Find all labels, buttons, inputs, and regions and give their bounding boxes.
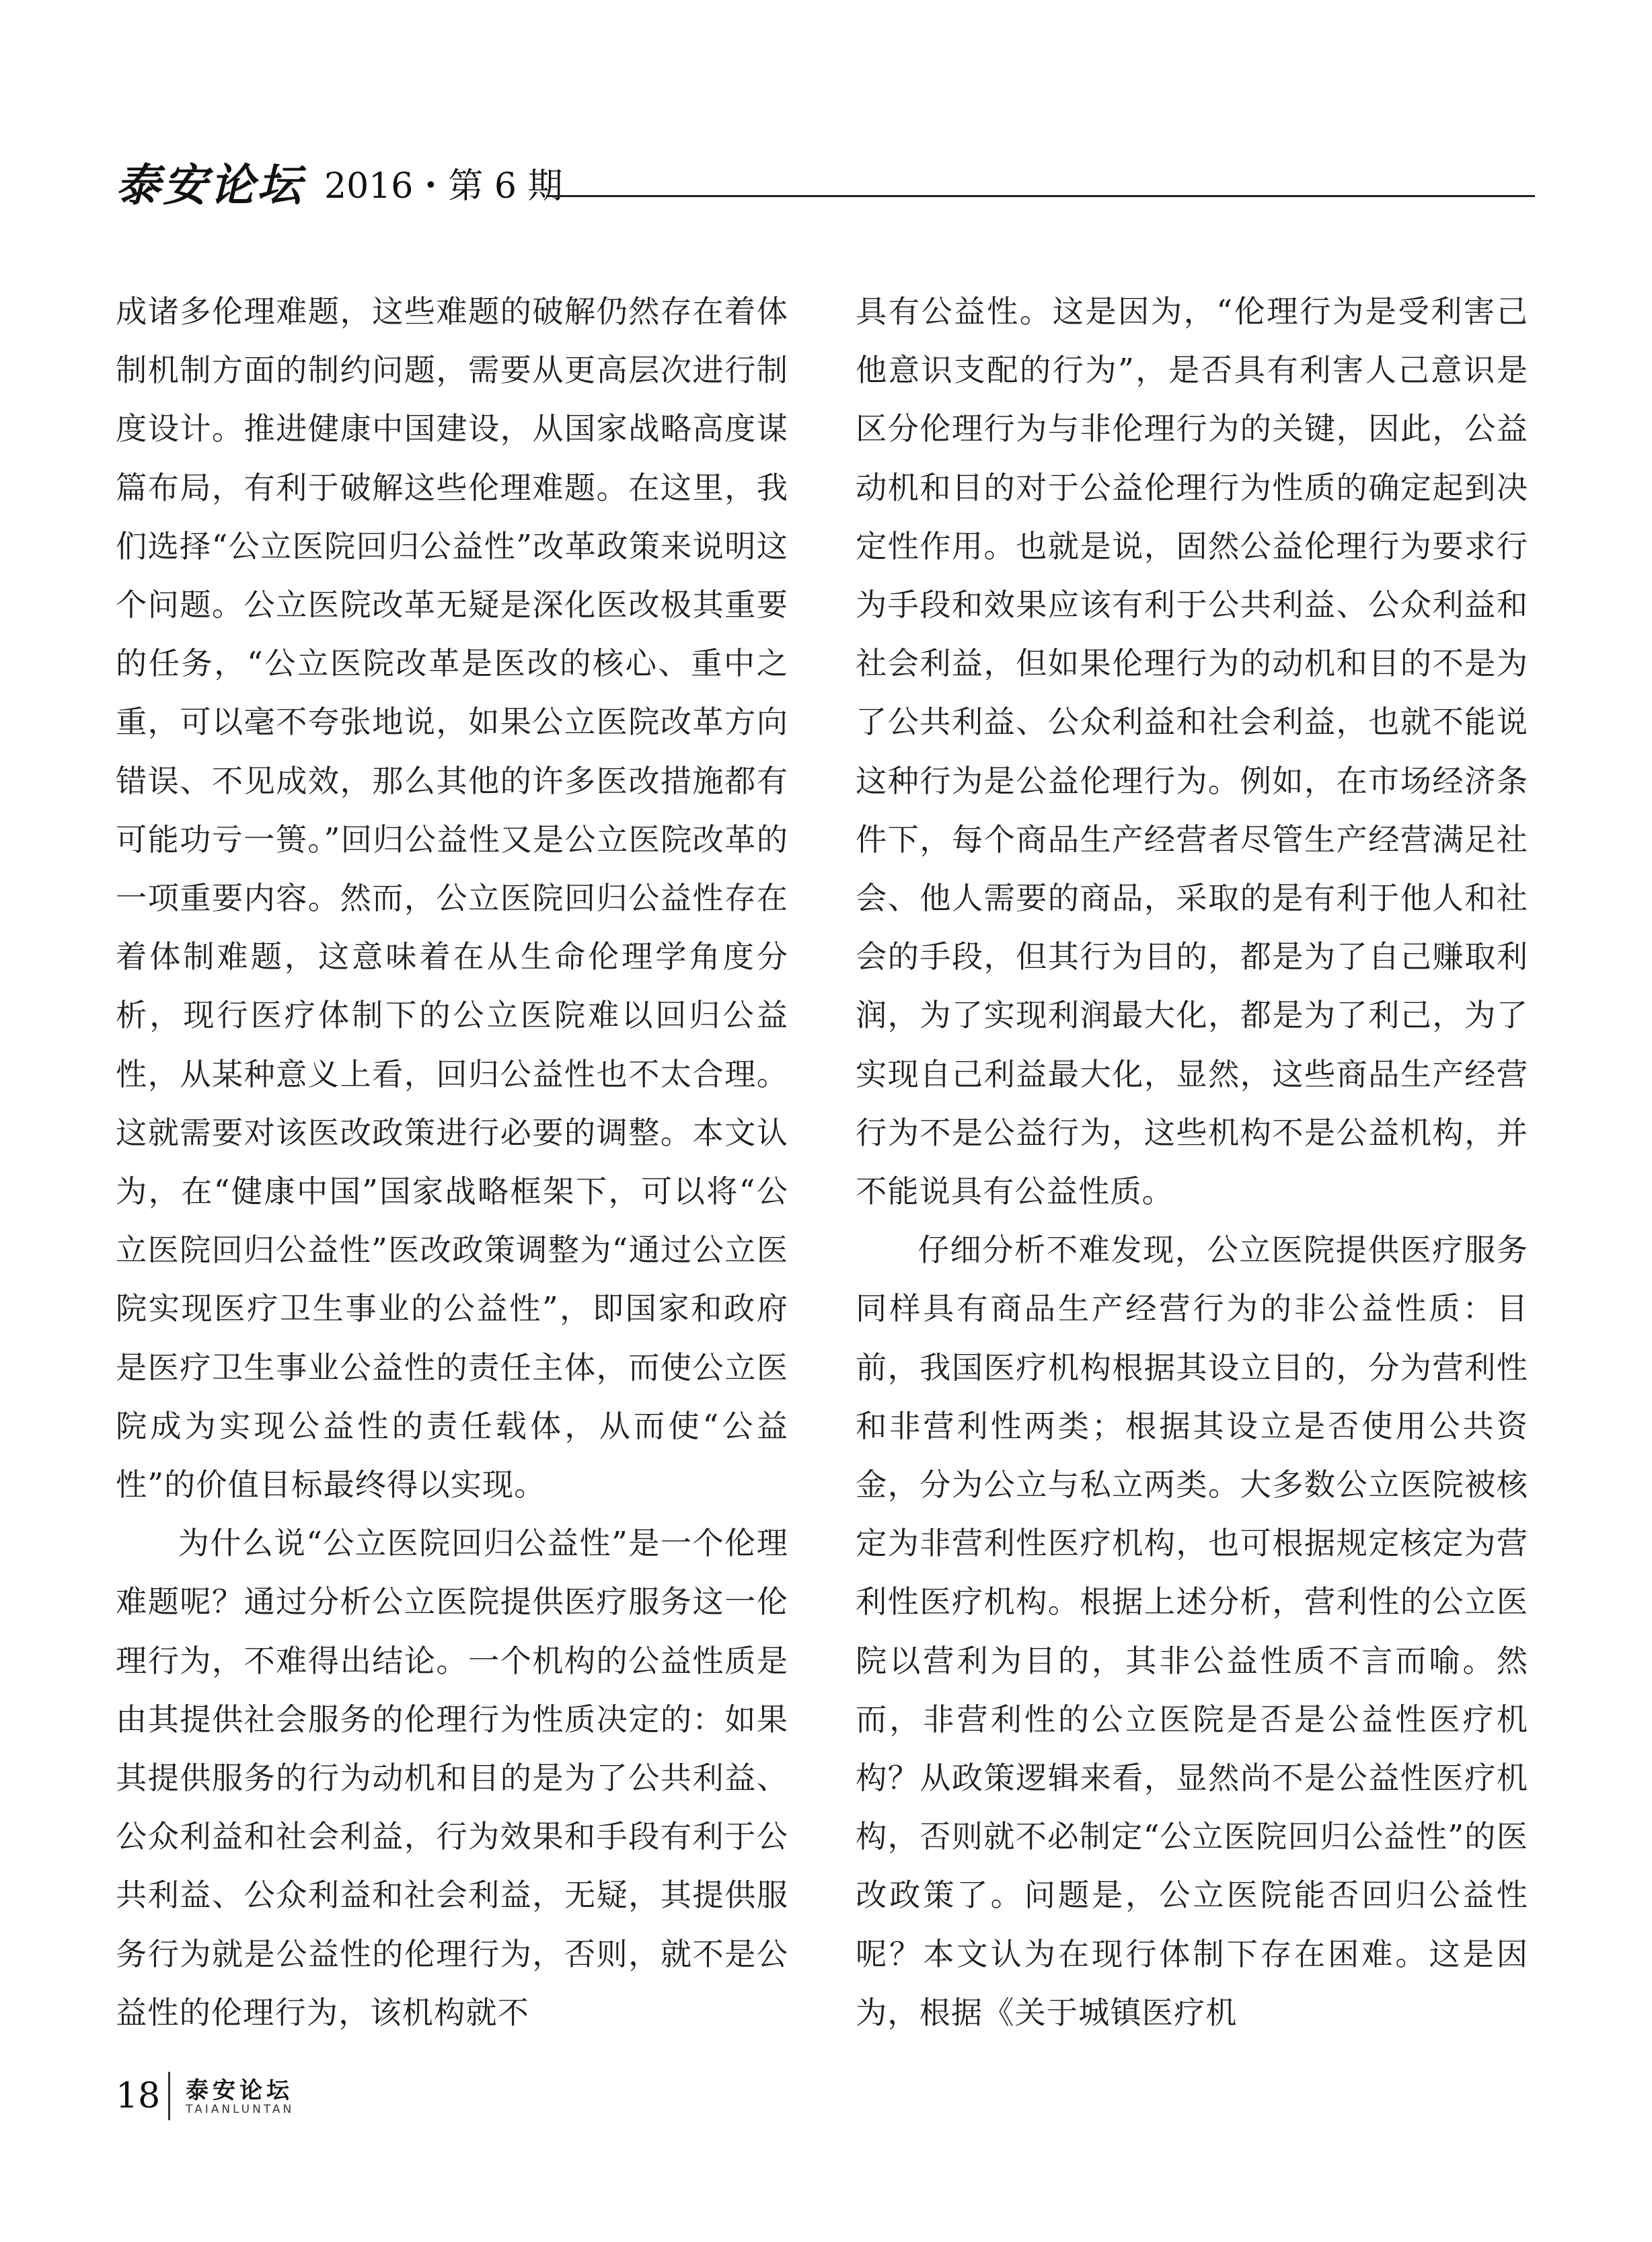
footer-brand-latin: TAIANLUNTAN (186, 2103, 295, 2116)
header-rule (546, 195, 1535, 197)
footer-brand: 泰安论坛 (186, 2077, 293, 2104)
page-number: 18 (116, 2076, 161, 2116)
paragraph: 仔细分析不难发现，公立医院提供医疗服务同样具有商品生产经营行为的非公益性质：目前，我国医疗机构根据其设立目的，分为营利性和非营利性两类；根据其设立是否使用公共资金，分为公立与私立两类。大多数公立医院被核定为非营利性医疗机构，也可根据规定核定为营利性医疗机构。根据上述分析，营利性的公立医院以营利为目的，其非公益性质不言而喻。然而，非营利性的公立医院是否是公益性医疗机构？从政策逻辑来看，显然尚不是公益性医疗机构，否则就不必制定“公立医院回归公益性”的医改政策了。问题是，公立医院能否回归公益性呢？本文认为在现行体制下存在困难。这是因为，根据《关于城镇医疗机 (856, 1232, 1528, 2031)
paragraph: 具有公益性。这是因为，“伦理行为是受利害己他意识支配的行为”，是否具有利害人己意识是区分伦理行为与非伦理行为的关键，因此，公益动机和目的对于公益伦理行为性质的确定起到决定性作用。也就是说，固然公益伦理行为要求行为手段和效果应该有利于公共利益、公众利益和社会利益，但如果伦理行为的动机和目的不是为了公共利益、公众利益和社会利益，也就不能说这种行为是公益伦理行为。例如，在市场经济条件下，每个商品生产经营者尽管生产经营满足社会、他人需要的商品，采取的是有利于他人和社会的手段，但其行为目的，都是为了自己赚取利润，为了实现利润最大化，都是为了利己，为了实现自己利益最大化，显然，这些商品生产经营行为不是公益行为，这些机构不是公益机构，并不能说具有公益性质。 (856, 293, 1528, 1210)
issue-label: 2016・第 6 期 (324, 166, 563, 207)
running-header (116, 149, 1535, 211)
right-column (856, 283, 1528, 2042)
footer-divider (168, 2072, 170, 2120)
paragraph: 成诸多伦理难题，这些难题的破解仍然存在着体制机制方面的制约问题，需要从更高层次进行制度设计。推进健康中国建设，从国家战略高度谋篇布局，有利于破解这些伦理难题。在这里，我们选择“公立医院回归公益性”改革政策来说明这个问题。公立医院改革无疑是深化医改极其重要的任务，“公立医院改革是医改的核心、重中之重，可以毫不夸张地说，如果公立医院改革方向错误、不见成效，那么其他的许多医改措施都有可能功亏一篑。”回归公益性又是公立医院改革的一项重要内容。然而，公立医院回归公益性存在着体制难题，这意味着在从生命伦理学角度分析，现行医疗体制下的公立医院难以回归公益性，从某种意义上看，回归公益性也不太合理。这就需要对该医改政策进行必要的调整。本文认为，在“健康中国”国家战略框架下，可以将“公立医院回归公益性”医改政策调整为“通过公立医院实现医疗卫生事业的公益性”，即国家和政府是医疗卫生事业公益性的责任主体，而使公立医院成为实现公益性的责任载体，从而使“公益性”的价值目标最终得以实现。 (116, 293, 788, 1503)
page-footer (116, 2072, 385, 2132)
journal-title: 泰安论坛 (116, 159, 304, 211)
left-column (116, 283, 788, 2042)
paragraph: 为什么说“公立医院回归公益性”是一个伦理难题呢？通过分析公立医院提供医疗服务这一伦理行为，不难得出结论。一个机构的公益性质是由其提供社会服务的伦理行为性质决定的：如果其提供服务的行为动机和目的是为了公共利益、公众利益和社会利益，行为效果和手段有利于公共利益、公众利益和社会利益，无疑，其提供服务行为就是公益性的伦理行为，否则，就不是公益性的伦理行为，该机构就不 (116, 1525, 788, 2031)
